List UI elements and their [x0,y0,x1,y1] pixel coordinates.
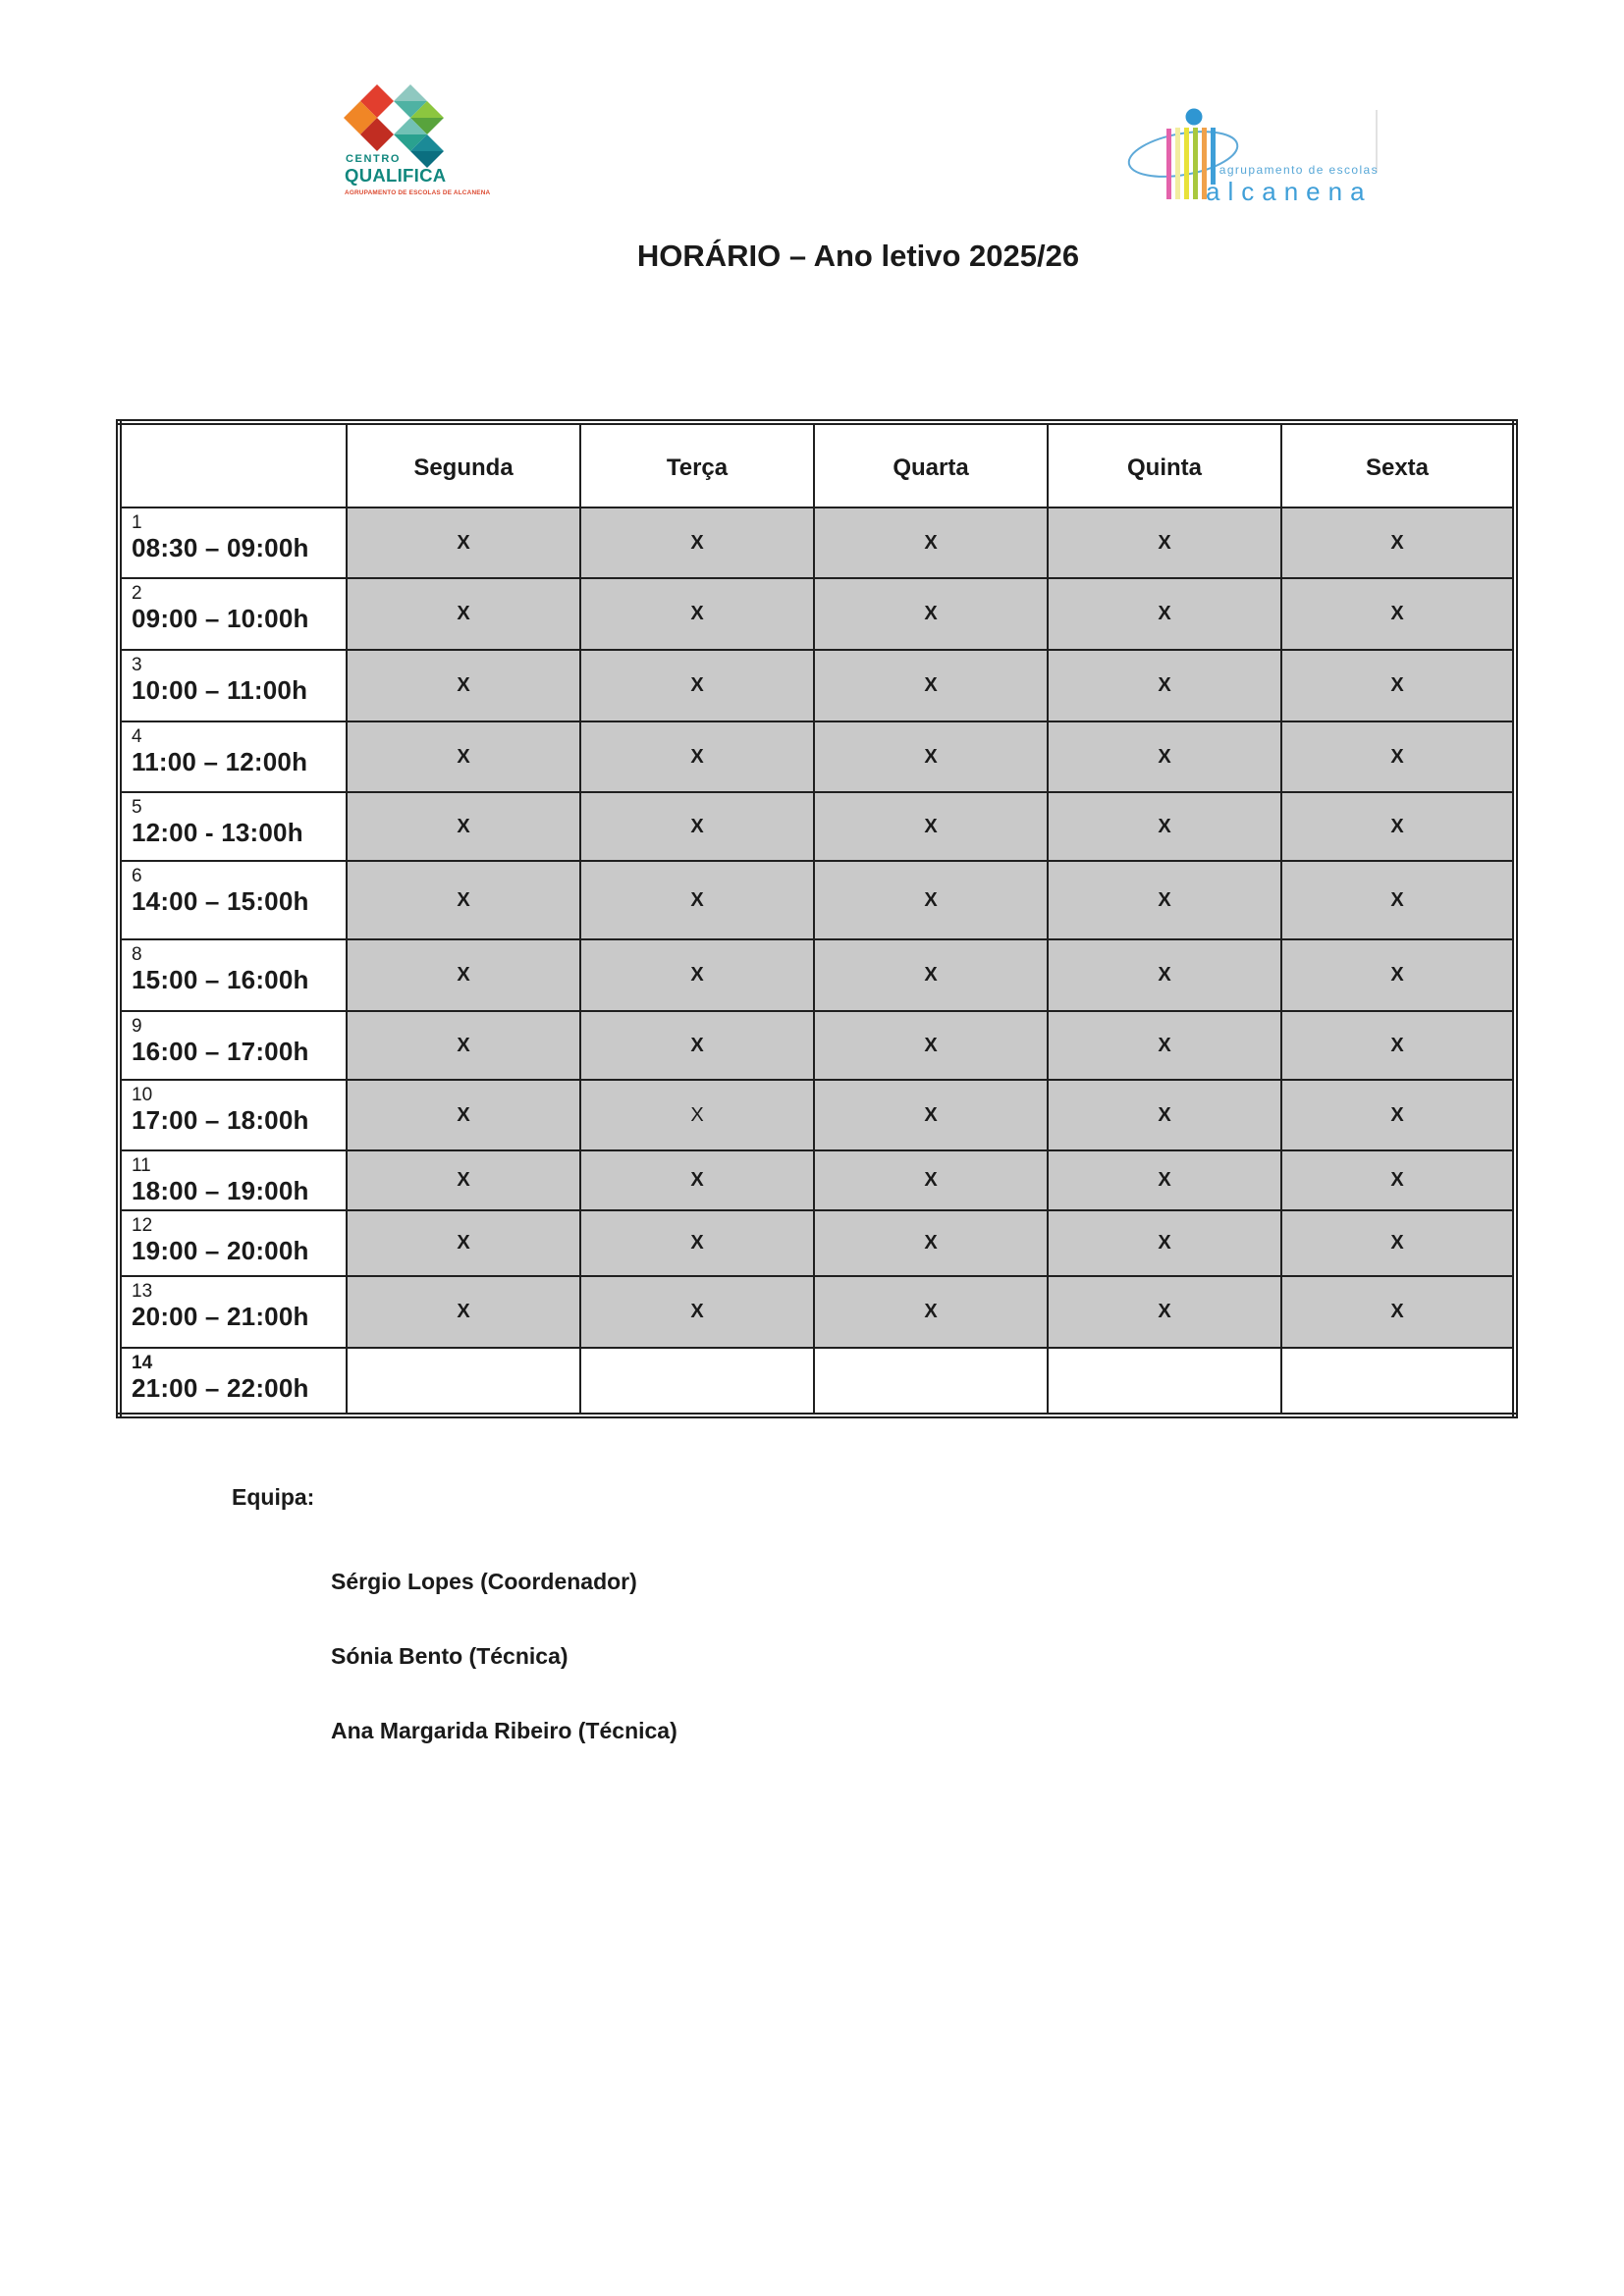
table-row [119,507,1515,578]
x-mark: X [924,815,938,837]
x-mark: X [1158,745,1171,768]
x-mark: X [1390,1232,1404,1254]
slot-time: 15:00 – 16:00h [132,965,309,994]
centro-qualifica-logo [324,57,491,204]
x-mark: X [1390,964,1404,986]
x-mark: X [1158,674,1171,696]
schedule-cell [1048,939,1281,1011]
schedule-cell [347,1348,580,1415]
schedule-cell [580,650,814,721]
schedule-cell [1048,650,1281,721]
x-mark: X [924,888,938,911]
time-slot-cell [119,1276,347,1348]
x-mark: X [924,1103,938,1126]
x-mark: X [1390,531,1404,554]
schedule-cell [580,721,814,792]
slot-time: 11:00 – 12:00h [132,747,308,776]
schedule-cell [814,1210,1048,1276]
x-mark: X [1390,1034,1404,1056]
x-mark: X [924,1232,938,1254]
schedule-cell [580,1011,814,1080]
slot-number: 11 [132,1155,151,1176]
slot-time: 16:00 – 17:00h [132,1037,309,1066]
schedule-body [119,507,1515,1415]
table-row [119,1348,1515,1415]
schedule-cell [1048,721,1281,792]
x-mark: X [1390,1169,1404,1191]
time-slot-cell [119,1011,347,1080]
schedule-cell [1048,1210,1281,1276]
slot-number: 2 [132,583,142,604]
x-mark: X [924,674,938,696]
slot-time: 09:00 – 10:00h [132,604,309,633]
schedule-cell [1281,721,1515,792]
slot-number: 12 [132,1215,153,1236]
slot-number: 10 [132,1085,153,1105]
schedule-cell [580,1348,814,1415]
alcanena-logo-small-text: agrupamento de escolas [1218,163,1379,177]
schedule-cell [1281,578,1515,650]
slot-time: 17:00 – 18:00h [132,1105,309,1135]
day-header: Quarta [814,422,1048,507]
x-mark: X [1390,1103,1404,1126]
time-slot-cell [119,861,347,939]
x-mark: X [457,888,470,911]
x-mark: X [457,531,470,554]
schedule-cell [1048,1348,1281,1415]
x-mark: X [457,815,470,837]
schedule-cell [814,578,1048,650]
time-slot-cell [119,650,347,721]
schedule-cell [1281,939,1515,1011]
x-mark: X [690,1103,704,1126]
x-mark: X [690,964,704,986]
x-mark: X [457,674,470,696]
table-row [119,650,1515,721]
slot-time: 12:00 - 13:00h [132,818,303,847]
table-row [119,861,1515,939]
schedule-cell [347,578,580,650]
schedule-cell [1281,792,1515,861]
time-slot-cell [119,1080,347,1150]
team-member: Sérgio Lopes (Coordenador) [331,1569,637,1594]
slot-time: 10:00 – 11:00h [132,675,308,705]
schedule-cell [1048,578,1281,650]
x-mark: X [1158,888,1171,911]
slot-number: 13 [132,1281,153,1302]
corner-cell [119,422,347,507]
x-mark: X [924,531,938,554]
x-mark: X [690,888,704,911]
table-row [119,578,1515,650]
slot-number: 14 [132,1353,153,1373]
x-mark: X [1390,603,1404,624]
x-mark: X [457,964,470,986]
table-row [119,721,1515,792]
time-slot-cell [119,792,347,861]
schedule-cell [580,861,814,939]
schedule-cell [580,1210,814,1276]
header-row [119,422,1515,507]
x-mark: X [457,603,470,624]
day-header: Segunda [347,422,580,507]
x-mark: X [1158,1103,1171,1126]
qualifica-logo-name-text: QUALIFICA [345,165,447,186]
x-mark: X [1390,1301,1404,1322]
time-slot-cell [119,507,347,578]
x-mark: X [1390,674,1404,696]
schedule-cell [814,939,1048,1011]
schedule-cell [347,792,580,861]
schedule-cell [347,939,580,1011]
x-mark: X [924,1301,938,1322]
schedule-cell [814,650,1048,721]
slot-number: 9 [132,1016,142,1037]
schedule-table [116,419,1518,1418]
schedule-cell [814,507,1048,578]
schedule-cell [814,1348,1048,1415]
schedule-cell [1281,650,1515,721]
x-mark: X [690,1169,704,1191]
time-slot-cell [119,1150,347,1210]
day-header: Quinta [1048,422,1281,507]
x-mark: X [457,1232,470,1254]
table-row [119,939,1515,1011]
schedule-cell [580,1150,814,1210]
schedule-cell [814,1150,1048,1210]
schedule-cell [1048,1080,1281,1150]
schedule-cell [580,578,814,650]
team-member: Ana Margarida Ribeiro (Técnica) [331,1718,677,1743]
schedule-cell [580,1080,814,1150]
slot-time: 08:30 – 09:00h [132,533,309,562]
x-mark: X [457,1034,470,1056]
x-mark: X [457,1169,470,1191]
x-mark: X [1390,815,1404,837]
table-row [119,792,1515,861]
schedule-cell [347,1150,580,1210]
schedule-cell [1281,1210,1515,1276]
schedule-cell [814,1276,1048,1348]
schedule-cell [1048,792,1281,861]
schedule-cell [814,792,1048,861]
x-mark: X [1390,888,1404,911]
x-mark: X [690,603,704,624]
x-mark: X [690,815,704,837]
qualifica-logo-centro-text: CENTRO [346,153,402,165]
schedule-cell [347,1011,580,1080]
schedule-cell [1281,1080,1515,1150]
x-mark: X [1158,1232,1171,1254]
page-title: HORÁRIO – Ano letivo 2025/26 [636,239,1080,273]
time-slot-cell [119,721,347,792]
schedule-cell [347,721,580,792]
slot-number: 4 [132,726,142,747]
schedule-cell [347,1210,580,1276]
schedule-cell [347,861,580,939]
table-row [119,1080,1515,1150]
x-mark: X [690,674,704,696]
x-mark: X [924,964,938,986]
x-mark: X [924,603,938,624]
slot-time: 21:00 – 22:00h [132,1373,309,1403]
slot-time: 19:00 – 20:00h [132,1236,309,1265]
schedule-cell [1048,1276,1281,1348]
schedule-cell [1281,1276,1515,1348]
slot-time: 14:00 – 15:00h [132,886,309,916]
x-mark: X [690,1034,704,1056]
schedule-cell [1281,861,1515,939]
time-slot-cell [119,939,347,1011]
x-mark: X [1158,1301,1171,1322]
slot-number: 5 [132,797,142,818]
x-mark: X [1158,964,1171,986]
schedule-cell [1048,861,1281,939]
slot-time: 20:00 – 21:00h [132,1302,309,1331]
x-mark: X [1158,815,1171,837]
slot-number: 6 [132,866,142,886]
team-heading: Equipa: [232,1484,315,1510]
x-mark: X [457,1301,470,1322]
x-mark: X [1158,1034,1171,1056]
schedule-cell [347,650,580,721]
x-mark: X [1158,603,1171,624]
schedule-cell [580,792,814,861]
x-mark: X [690,1232,704,1254]
x-mark: X [1158,1169,1171,1191]
table-row [119,1276,1515,1348]
schedule-cell [580,939,814,1011]
schedule-cell [814,1080,1048,1150]
schedule-cell [814,1011,1048,1080]
schedule-cell [1048,1150,1281,1210]
day-header: Terça [580,422,814,507]
schedule-cell [814,861,1048,939]
schedule-cell [347,1276,580,1348]
x-mark: X [924,1034,938,1056]
schedule-cell [347,1080,580,1150]
schedule-cell [1281,1348,1515,1415]
schedule-cell [1048,507,1281,578]
alcanena-logo-name-text: alcanena [1206,177,1373,206]
x-mark: X [1158,531,1171,554]
slot-time: 18:00 – 19:00h [132,1176,309,1205]
schedule-cell [814,721,1048,792]
time-slot-cell [119,1348,347,1415]
alcanena-logo [1100,71,1404,213]
x-mark: X [690,531,704,554]
schedule-cell [1281,507,1515,578]
x-mark: X [457,1103,470,1126]
time-slot-cell [119,578,347,650]
table-row [119,1011,1515,1080]
qualifica-logo-subtitle-text: AGRUPAMENTO DE ESCOLAS DE ALCANENA [345,189,491,196]
x-mark: X [457,745,470,768]
day-header: Sexta [1281,422,1515,507]
schedule-cell [580,1276,814,1348]
table-row [119,1150,1515,1210]
schedule-cell [347,507,580,578]
schedule-cell [1048,1011,1281,1080]
schedule-cell [1281,1011,1515,1080]
schedule-cell [580,507,814,578]
slot-number: 1 [132,512,142,533]
slot-number: 3 [132,655,142,675]
schedule-cell [1281,1150,1515,1210]
x-mark: X [924,1169,938,1191]
time-slot-cell [119,1210,347,1276]
table-row [119,1210,1515,1276]
x-mark: X [690,1301,704,1322]
x-mark: X [690,745,704,768]
x-mark: X [924,745,938,768]
x-mark: X [1390,745,1404,768]
team-member: Sónia Bento (Técnica) [331,1643,568,1669]
slot-number: 8 [132,944,142,965]
